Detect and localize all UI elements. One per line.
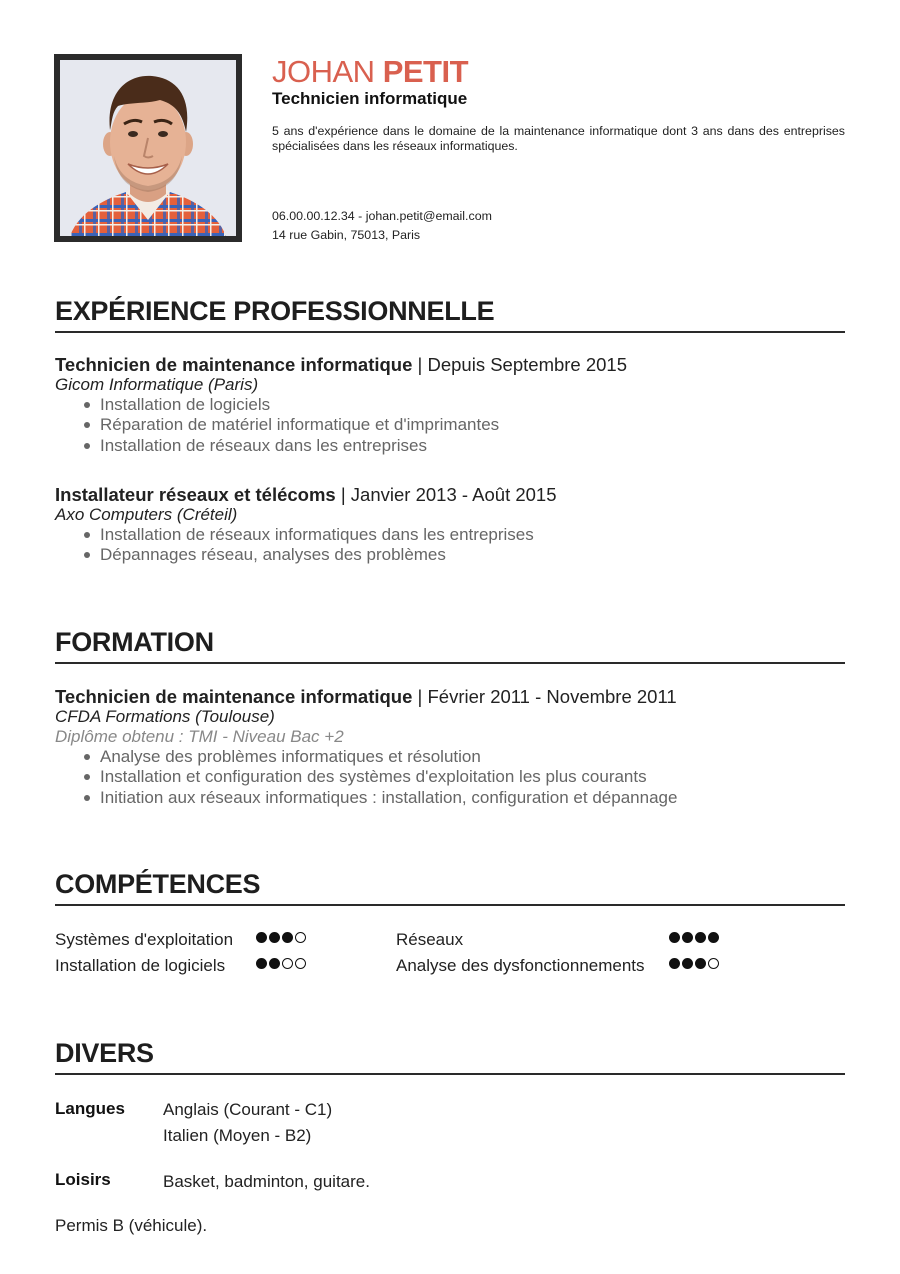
- section-title-formation: FORMATION: [55, 627, 845, 664]
- job-title: Technicien informatique: [272, 89, 468, 108]
- rating-dot-filled-icon: [669, 958, 680, 969]
- hobbies-label: Loisirs: [55, 1170, 111, 1189]
- bullet-icon: [84, 552, 90, 558]
- bullet-icon: [84, 754, 90, 760]
- section-title-experience: EXPÉRIENCE PROFESSIONNELLE: [55, 296, 845, 333]
- rating-dot-filled-icon: [695, 932, 706, 943]
- rating-dot-filled-icon: [269, 958, 280, 969]
- languages-label: Langues: [55, 1099, 125, 1118]
- bullet-icon: [84, 402, 90, 408]
- rating-dot-empty-icon: [708, 958, 719, 969]
- contact-address: 14 rue Gabin, 75013, Paris: [272, 228, 421, 242]
- rating-dot-empty-icon: [282, 958, 293, 969]
- skill-label: Réseaux: [396, 930, 464, 949]
- bullet-icon: [84, 443, 90, 449]
- profile-photo-frame: [54, 54, 242, 242]
- first-name: JOHAN: [272, 54, 375, 89]
- list-item: Analyse des problèmes informatiques et résolution: [55, 747, 845, 767]
- list-item: Dépannages réseau, analyses des problèmes: [55, 545, 845, 565]
- skill-rating: [669, 932, 719, 943]
- rating-dot-filled-icon: [256, 932, 267, 943]
- entry-organization: CFDA Formations (Toulouse): [55, 707, 275, 726]
- entry-heading: [55, 686, 845, 707]
- skill-rating: [669, 958, 719, 969]
- rating-dot-filled-icon: [282, 932, 293, 943]
- bullet-icon: [84, 532, 90, 538]
- skill-rating: [256, 932, 306, 943]
- last-name: PETIT: [382, 54, 469, 89]
- section-title-divers: DIVERS: [55, 1038, 845, 1075]
- rating-dot-filled-icon: [269, 932, 280, 943]
- entry-organization: Gicom Informatique (Paris): [55, 375, 259, 394]
- skill-rating: [256, 958, 306, 969]
- entry-task-list: [55, 525, 845, 566]
- portrait-image: [60, 60, 236, 236]
- experience-entry: [55, 354, 845, 456]
- list-item: Installation de réseaux dans les entreprises: [55, 436, 845, 456]
- entry-topic-list: [55, 747, 845, 808]
- list-item: Réparation de matériel informatique et d'imprimantes: [55, 415, 845, 435]
- rating-dot-filled-icon: [682, 932, 693, 943]
- skill-label: Systèmes d'exploitation: [55, 930, 234, 949]
- entry-title: Technicien de maintenance informatique: [55, 354, 413, 375]
- entry-title: Technicien de maintenance informatique: [55, 686, 413, 707]
- skill-label: Installation de logiciels: [55, 956, 226, 975]
- entry-dates: | Depuis Septembre 2015: [412, 354, 628, 375]
- entry-task-list: [55, 395, 845, 456]
- list-item: Installation et configuration des systèmes d'exploitation les plus courants: [55, 767, 845, 787]
- list-item: Installation de logiciels: [55, 395, 845, 415]
- language-item: Anglais (Courant - C1): [163, 1100, 333, 1119]
- rating-dot-empty-icon: [295, 958, 306, 969]
- skill-label: Analyse des dysfonctionnements: [396, 956, 645, 975]
- driving-license: Permis B (véhicule).: [55, 1216, 208, 1235]
- entry-organization: Axo Computers (Créteil): [55, 505, 238, 524]
- contact-phone-email: 06.00.00.12.34 - johan.petit@email.com: [272, 209, 492, 223]
- rating-dot-filled-icon: [695, 958, 706, 969]
- experience-entry: [55, 484, 845, 566]
- entry-title: Installateur réseaux et télécoms: [55, 484, 336, 505]
- bullet-icon: [84, 795, 90, 801]
- rating-dot-filled-icon: [256, 958, 267, 969]
- bullet-icon: [84, 422, 90, 428]
- rating-dot-empty-icon: [295, 932, 306, 943]
- rating-dot-filled-icon: [669, 932, 680, 943]
- entry-heading: [55, 354, 845, 375]
- rating-dot-filled-icon: [682, 958, 693, 969]
- list-item: Installation de réseaux informatiques dans les entreprises: [55, 525, 845, 545]
- diploma-note: Diplôme obtenu : TMI - Niveau Bac +2: [55, 727, 344, 746]
- section-title-competences: COMPÉTENCES: [55, 869, 845, 906]
- profile-photo: [60, 60, 236, 236]
- rating-dot-filled-icon: [708, 932, 719, 943]
- list-item: Initiation aux réseaux informatiques : installation, configuration et dépannage: [55, 788, 845, 808]
- entry-heading: [55, 484, 845, 505]
- bullet-icon: [84, 774, 90, 780]
- entry-dates: | Janvier 2013 - Août 2015: [335, 484, 557, 505]
- profile-summary: 5 ans d'expérience dans le domaine de la maintenance informatique dont 3 ans dans des entreprises spécialisées dans les réseaux informatiques.: [272, 124, 845, 153]
- entry-dates: | Février 2011 - Novembre 2011: [412, 686, 677, 707]
- formation-entry: [55, 686, 845, 808]
- hobbies-value: Basket, badminton, guitare.: [163, 1172, 370, 1191]
- language-item: Italien (Moyen - B2): [163, 1126, 312, 1145]
- candidate-name: [272, 54, 468, 90]
